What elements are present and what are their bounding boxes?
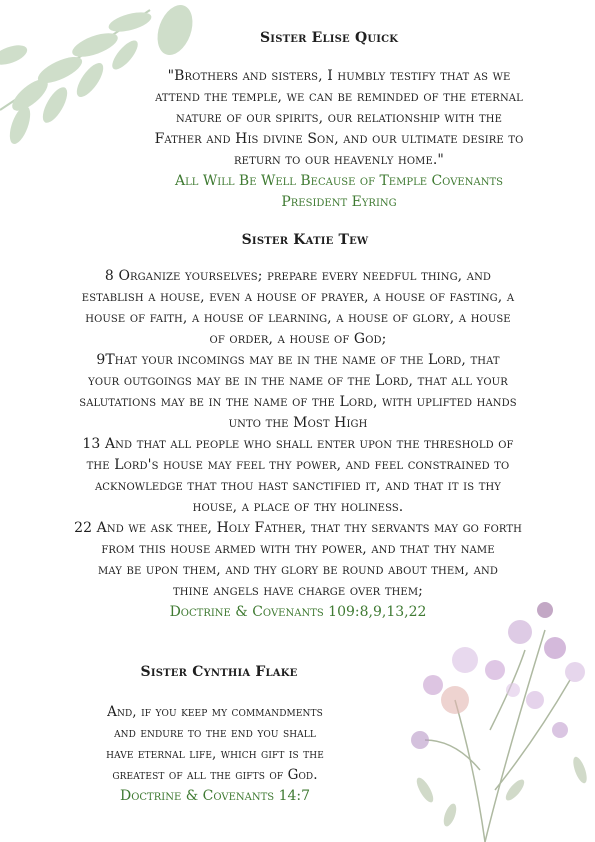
watercolor-flowers-icon bbox=[395, 590, 595, 842]
quote-line: acknowledge that thou hast sanctified it, and that it is thy bbox=[94, 478, 502, 494]
quote-line: unto the Most High bbox=[228, 415, 368, 431]
quote-line: may be upon them, and thy glory be round about them, and bbox=[98, 562, 498, 578]
quote-line: 9That your incomings may be in the name of the Lord, that bbox=[96, 352, 500, 368]
quote-line: your outgoings may be in the name of the Lord, that all your bbox=[88, 373, 508, 389]
source-line: Doctrine & Covenants 109:8,9,13,22 bbox=[169, 604, 427, 620]
quote-line: salutations may be in the name of the Lord, with uplifted hands bbox=[79, 394, 517, 410]
quote-section-katie-tew bbox=[22, 232, 574, 623]
quote-line: greatest of all the gifts of God. bbox=[112, 767, 318, 783]
speaker-heading: Sister Cynthia Flake bbox=[140, 664, 298, 680]
quote-line: 8 Organize yourselves; prepare every needful thing, and bbox=[104, 268, 492, 284]
source-line: All Will Be Well Because of Temple Covenants bbox=[175, 173, 503, 189]
quote-line: thine angels have charge over them; bbox=[173, 583, 423, 599]
quote-line: the Lord's house may feel thy power, and feel constrained to bbox=[86, 457, 510, 473]
quote-text bbox=[50, 702, 380, 786]
quote-line: 13 And that all people who shall enter upon the threshold of bbox=[82, 436, 514, 452]
quote-section-cynthia-flake bbox=[50, 664, 380, 807]
speaker-heading: Sister Elise Quick bbox=[260, 30, 399, 46]
quote-line: "Brothers and sisters, I humbly testify that as we bbox=[167, 68, 511, 84]
quote-line: attend the temple, we can be reminded of the eternal bbox=[155, 89, 523, 105]
quote-source bbox=[22, 602, 574, 623]
quote-source bbox=[100, 171, 578, 213]
quote-text bbox=[22, 266, 574, 602]
quote-line: nature of our spirits, our relationship with the bbox=[175, 110, 502, 126]
quote-line: And, if you keep my commandments bbox=[107, 704, 323, 720]
quote-line: of order, a house of God; bbox=[209, 331, 387, 347]
speaker-heading: Sister Katie Tew bbox=[241, 232, 369, 248]
quote-line: 22 And we ask thee, Holy Father, that thy servants may go forth bbox=[74, 520, 522, 536]
quote-source bbox=[50, 786, 380, 807]
source-line: Doctrine & Covenants 14:7 bbox=[119, 788, 311, 804]
quote-line: from this house armed with thy power, and that thy name bbox=[101, 541, 495, 557]
quote-text bbox=[100, 66, 578, 171]
quote-line: and endure to the end you shall bbox=[114, 725, 316, 741]
source-line: President Eyring bbox=[281, 194, 397, 210]
quote-section-elise-quick bbox=[100, 30, 578, 213]
quote-line: house of faith, a house of learning, a house of glory, a house bbox=[85, 310, 511, 326]
quote-line: establish a house, even a house of prayer, a house of fasting, a bbox=[81, 289, 515, 305]
quote-line: have eternal life, which gift is the bbox=[106, 746, 324, 762]
quote-line: Father and His divine Son, and our ultimate desire to bbox=[154, 131, 524, 147]
quote-line: house, a place of thy holiness. bbox=[192, 499, 404, 515]
quote-line: return to our heavenly home." bbox=[234, 152, 444, 168]
